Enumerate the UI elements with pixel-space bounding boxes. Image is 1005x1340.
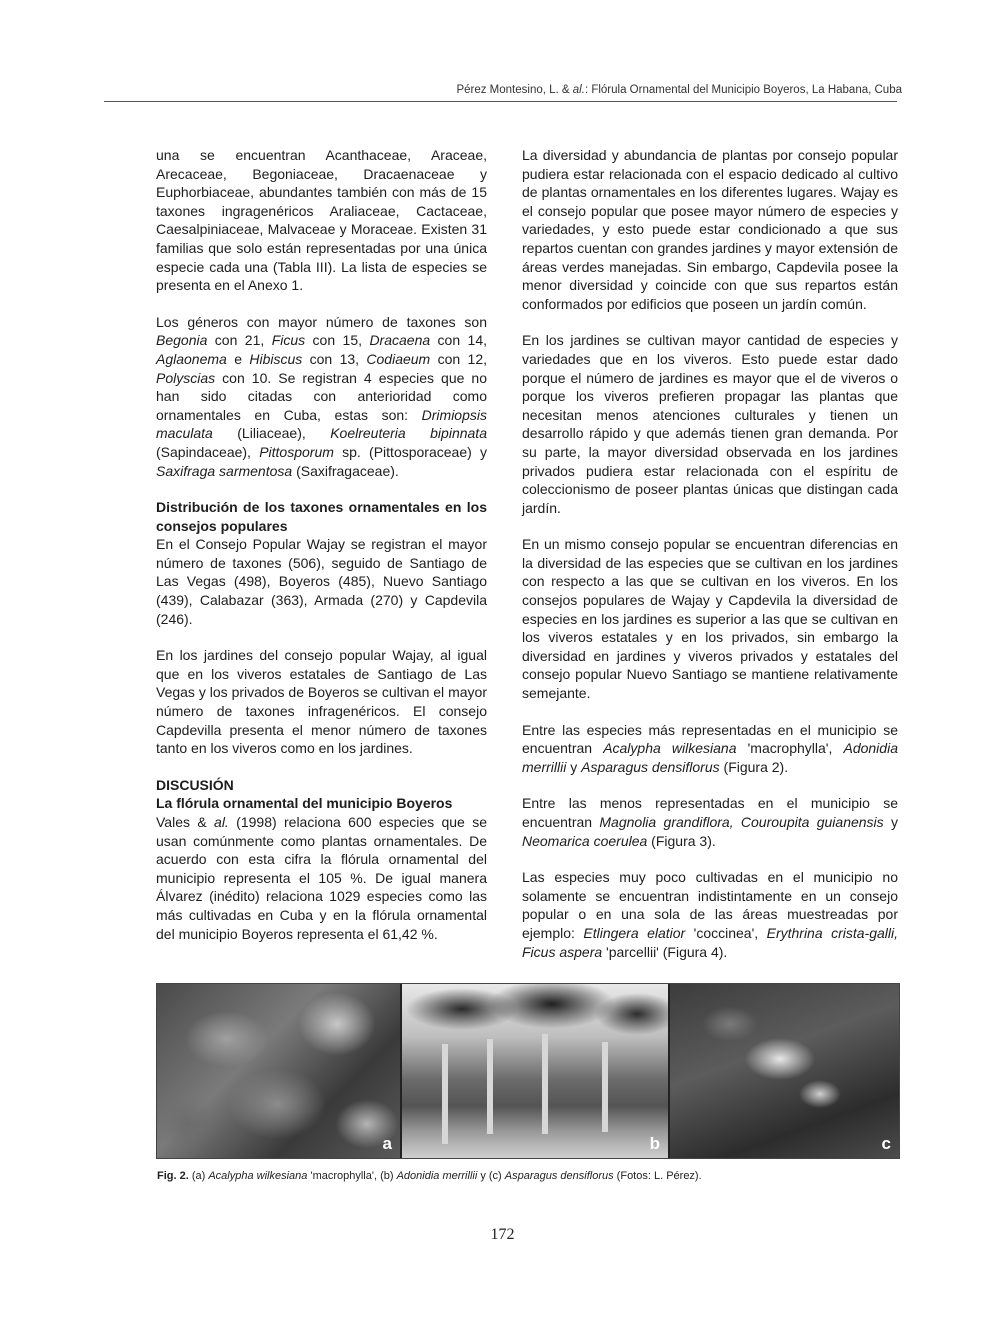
running-head-etal: al. [572, 84, 585, 96]
text-run: y (c) [477, 1170, 505, 1182]
palm-trunk [542, 1034, 548, 1134]
text-run: con 15, [305, 332, 370, 349]
genus-name: Begonia [156, 332, 208, 349]
text-run: 'coccinea', [685, 924, 767, 941]
species-name: Asparagus densiflorus [581, 758, 720, 775]
genus-name: Dracaena [369, 332, 431, 349]
species-name: Asparagus densiflorus [504, 1170, 614, 1182]
text-run: (Sapindaceae), [156, 443, 260, 460]
text-run: (Saxifragaceae). [292, 462, 399, 479]
text-run: con 21, [207, 332, 272, 349]
species-name: Acalypha wilkesiana [208, 1170, 308, 1182]
running-head [456, 84, 902, 96]
text-run: (Figura 2). [719, 758, 789, 775]
text-run: (Liliaceae), [212, 425, 331, 442]
photo-label-b: b [649, 1134, 660, 1153]
paragraph-gardens-wajay: En los jardines del consejo popular Wajay, al igual que en los viveros estatales de Santiago de Las Vegas y los privados de Boyeros se cultivan el mayor número de taxones infragenéricos. El consejo Capdevilla presenta el menor número de taxones tanto en los viveros como en los jardines. [156, 647, 487, 757]
photo-adonidia [400, 984, 670, 1158]
paragraph-most-represented [522, 721, 898, 777]
text-run: y [883, 814, 899, 830]
paragraph-gardens-nurseries: En los jardines se cultivan mayor cantidad de especies y variedades que en los viveros. Esto puede estar dado porque el número de jardines es mayor que el de viveros o porque los viveros prefieren propagar las plantas que necesitan menos atenciones culturales y tienen un desarrollo rápido y que además tienen gran demanda. Por su parte, la mayor diversidad observada en los jardines privados pudiera estar relacionada con el espíritu de coleccionismo de poseer plantas únicas que distingan cada jardín. [522, 332, 898, 516]
paragraph-families: una se encuentran Acanthaceae, Araceae, Arecaceae, Begoniaceae, Dracaenaceae y Euphorbiaceae, abundantes también con más de 15 taxones ingragenéricos Araliaceae, Cactaceae, Caesalpiniaceae, Malvaceae y Moraceae. Existen 31 familias que solo están representadas por una única especie cada una (Tabla III). La lista de especies se presenta en el Anexo 1. [156, 147, 487, 294]
photo-label-c: c [881, 1134, 891, 1153]
species-name: Drimiopsis maculata [156, 406, 487, 442]
page-number: 172 [490, 1226, 515, 1243]
text-run: 'parcellii' (Figura 4). [602, 943, 728, 960]
text-run: Vales & [156, 814, 215, 830]
photo-acalypha [157, 984, 400, 1158]
text-run: Entre las menos representadas en el municipio se encuentran [522, 795, 898, 830]
genus-name: Pittosporum [259, 443, 334, 460]
running-head-author: Pérez Montesino, L. & [456, 84, 573, 96]
species-name: Saxifraga sarmentosa [156, 462, 293, 479]
text-run: con 13, [302, 350, 367, 367]
species-name: Erythrina crista-galli, Ficus aspera [522, 924, 898, 960]
species-name: Neomarica coerulea [522, 832, 648, 849]
paragraph-genera [156, 313, 487, 480]
palm-trunk [602, 1042, 608, 1132]
genus-name: Aglaonema [156, 350, 227, 367]
header-rule [104, 101, 897, 102]
species-name: Koelreuteria bipinnata [330, 425, 487, 442]
paragraph-least-represented [522, 794, 898, 850]
section-heading-discussion: DISCUSIÓN [156, 776, 234, 793]
subsection-heading-flora: La flórula ornamental del municipio Boyeros [156, 795, 453, 812]
species-name: Magnolia grandiflora, Couroupita guianensis [599, 814, 884, 830]
text-run: Entre las especies más representadas en el municipio se encuentran [522, 721, 898, 757]
photo-label-a: a [382, 1134, 392, 1153]
paragraph-wajay-counts: En el Consejo Popular Wajay se registran el mayor número de taxones (506), seguido de Santiago de Las Vegas (498), Boyeros (485), Nuevo Santiago (439), Calabazar (363), Armada (270) y Capdevila (246). [156, 536, 487, 627]
text-run: con 14, [430, 332, 488, 349]
text-run: (Fotos: L. Pérez). [613, 1170, 702, 1182]
palm-trunk [442, 1044, 448, 1144]
genus-name: Ficus [271, 332, 306, 349]
species-name: Acalypha wilkesiana [603, 740, 737, 757]
text-run: 'macrophylla', (b) [307, 1170, 397, 1182]
running-head-title: : Flórula Ornamental del Municipio Boyeros, La Habana, Cuba [584, 84, 902, 96]
text-run: Las especies muy poco cultivadas en el municipio no solamente se encuentran indistintamente en un consejo popular o en una sola de las áreas muestreadas por ejemplo: [522, 869, 898, 941]
text-run: con 12, [430, 350, 487, 367]
photo-asparagus [670, 984, 899, 1158]
text-run: y [566, 758, 582, 775]
paragraph-diversity: La diversidad y abundancia de plantas por consejo popular pudiera estar relacionada con el espacio dedicado al cultivo de plantas ornamentales en los diferentes lugares. Wajay es el consejo popular que posee mayor número de especies y variedades, y esto puede estar condicionado a que sus repartos cuentan con grandes jardines y mayor extensión de áreas verdes manejadas. Sin embargo, Capdevila posee la menor diversidad y coincide con que sus repartos están conformados por edificios que poseen un jardín común. [522, 147, 898, 312]
text-run: (Figura 3). [647, 832, 716, 849]
text-run: (1998) relaciona 600 especies que se usan comúnmente como plantas ornamentales. De acuerdo con esta cifra la flórula ornamental del municipio representa el 105 %. De igual manera Álvarez (inédito) relaciona 1029 especies como las más cultivadas en Cuba y en la flórula ornamental del municipio Boyeros representa el 61,42 %. [156, 814, 487, 942]
genus-name: Hibiscus [249, 350, 303, 367]
section-heading-distribution: Distribución de los taxones ornamentales en los consejos populares [156, 499, 487, 534]
text-run: (a) [188, 1170, 209, 1182]
figure-number: Fig. 2. [157, 1170, 189, 1182]
text-run: 'macrophylla', [736, 740, 844, 757]
species-name: Etlingera elatior [583, 924, 686, 941]
paragraph-vales [156, 813, 487, 943]
paragraph-differences: En un mismo consejo popular se encuentran diferencias en la diversidad de las especies que se cultivan en los jardines con respecto a las que se cultivan en los viveros. En los consejos populares de Wajay y Capdevila la diversidad de especies en los jardines es superior a las que se cultivan en los viveros estatales y en los privados, sin embargo la diversidad en jardines y viveros privados y estatales del consejo popular Nuevo Santiago se mantiene relativamente semejante. [522, 536, 898, 702]
paragraph-rarely-cultivated [522, 868, 898, 961]
left-column [156, 146, 487, 961]
genus-name: Codiaeum [366, 350, 431, 367]
text-run: Los géneros con mayor número de taxones son [156, 313, 487, 330]
palm-trunk [487, 1039, 493, 1134]
species-name: Adonidia merrillii [522, 740, 898, 775]
figure-2 [156, 983, 900, 1159]
text-run: e [226, 350, 250, 367]
genus-name: Polyscias [156, 369, 216, 386]
et-al: al. [214, 814, 229, 830]
figure-caption [157, 1170, 902, 1182]
text-run: con 10. Se registran 4 especies que no han sido citadas con anterioridad como ornamentales en Cuba, estas son: [156, 369, 487, 423]
right-column [522, 146, 898, 979]
text-run: sp. (Pittosporaceae) y [333, 443, 488, 460]
species-name: Adonidia merrillii [396, 1170, 478, 1182]
